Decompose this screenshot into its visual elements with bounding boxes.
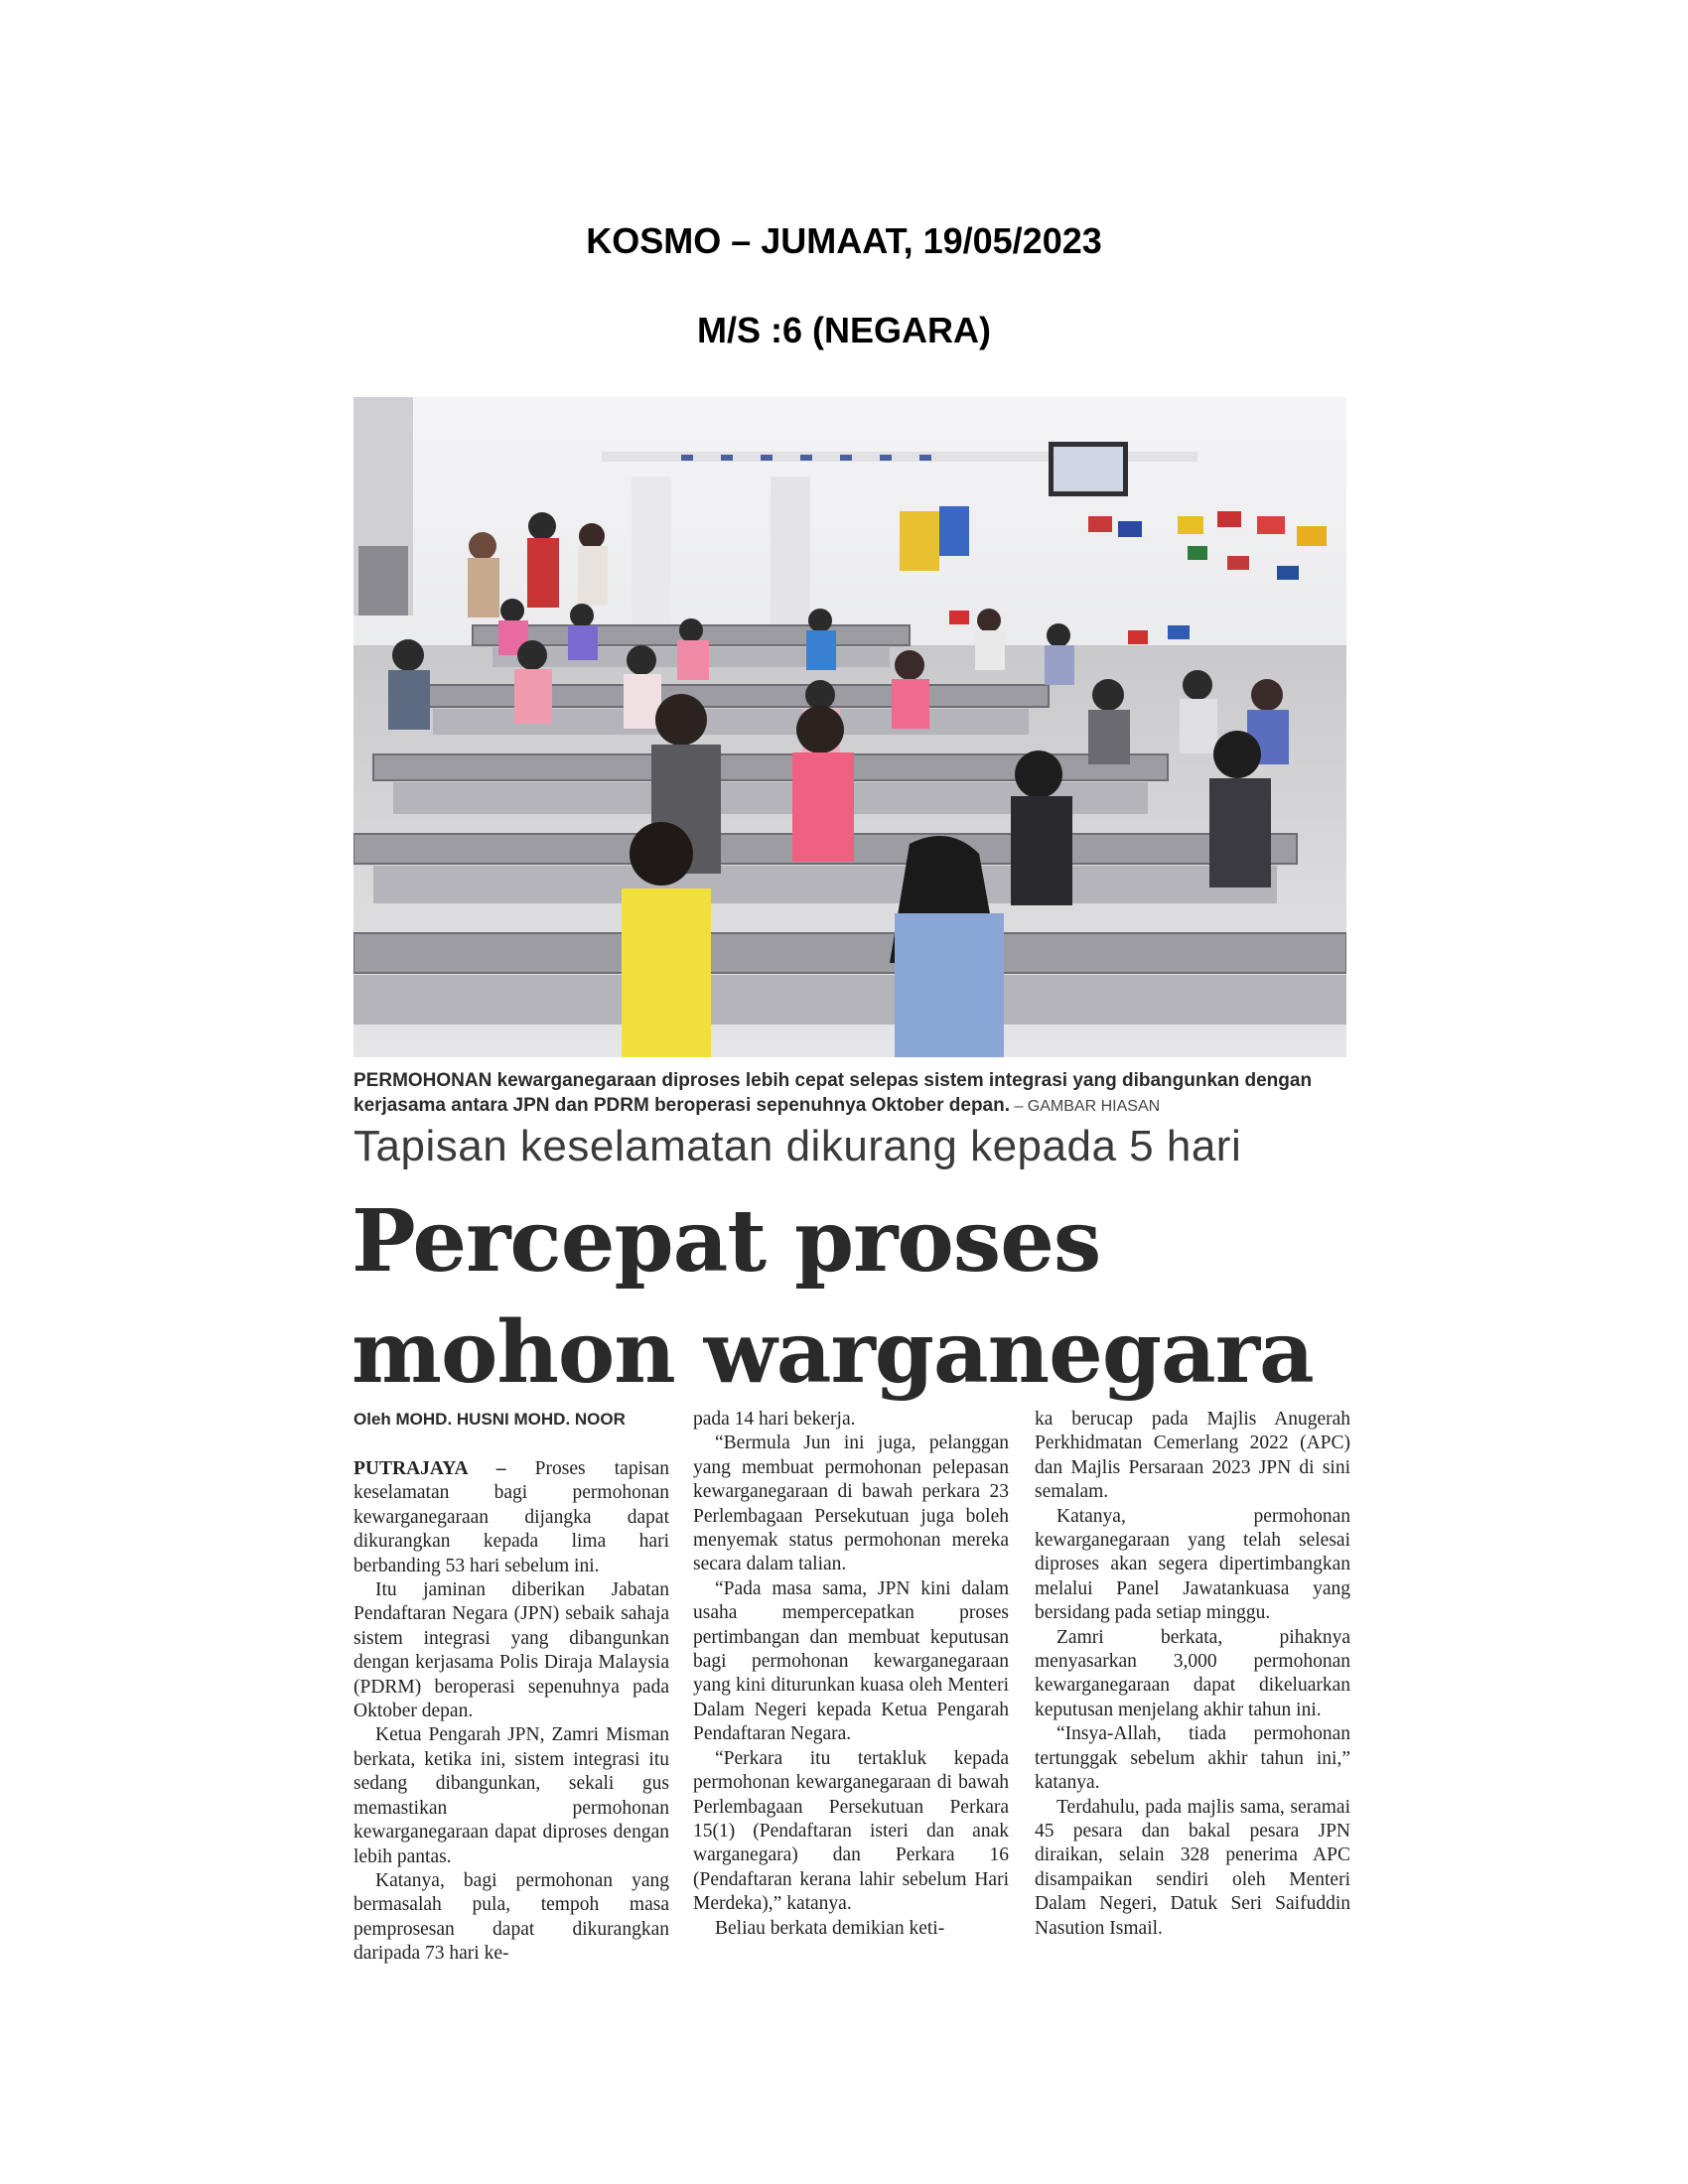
photo-caption — [353, 1068, 1346, 1119]
paragraph-text: Proses tapisan keselamatan bagi permohonan kewarganegaraan dijangka dapat dikurangkan kepada lima hari berbanding 53 hari sebelum ini. — [353, 1458, 669, 1576]
paragraph: Itu jaminan diberikan Jabatan Pendaftaran Negara (JPN) sebaik sahaja sistem integrasi yang dibangunkan dengan kerjasama Polis Diraja Malaysia (PDRM) beroperasi sepenuhnya pada Oktober depan. — [353, 1579, 669, 1722]
waiting-hall-photo — [353, 397, 1346, 1057]
byline: Oleh MOHD. HUSNI MOHD. NOOR — [353, 1410, 626, 1429]
paragraph: Katanya, bagi permohonan yang bermasalah pula, tempoh masa pemprosesan dapat dikurangkan daripada 73 hari ke- — [353, 1869, 669, 1965]
paragraph: “Pada masa sama, JPN kini dalam usaha mempercepatkan proses pertimbangan dan membuat keputusan bagi permohonan kewarganegaraan yang kini diturunkan kuasa oleh Menteri Dalam Negeri kepada Ketua Pengarah Pendaftaran Negara. — [693, 1577, 1009, 1745]
paragraph: “Insya-Allah, tiada permohonan tertunggak sebelum akhir tahun ini,” katanya. — [1035, 1723, 1350, 1794]
paragraph: Beliau berkata demikian keti- — [715, 1917, 945, 1939]
paragraph: pada 14 hari bekerja. — [693, 1409, 856, 1430]
article-headline — [352, 1186, 1354, 1409]
caption-text: PERMOHONAN kewarganegaraan diproses lebih cepat selepas sistem integrasi yang dibangunkan dengan kerjasama antara JPN dan PDRM beroperasi sepenuhnya Oktober depan. — [353, 1070, 1313, 1116]
headline-line-1: Percepat proses — [352, 1191, 1101, 1292]
article-column-3 — [1035, 1408, 1350, 1941]
dateline: PUTRAJAYA – — [353, 1458, 506, 1479]
paragraph: “Perkara itu tertakluk kepada permohonan kewarganegaraan di bawah Perlembagaan Persekutuan Perkara 15(1) (Pendaftaran isteri dan anak warganegara) dan Perkara 16 (Pendaftaran kerana lahir sebelum Hari Merdeka),” katanya. — [693, 1747, 1009, 1915]
newspaper-source-line: KOSMO – JUMAAT, 19/05/2023 — [586, 220, 1102, 261]
headline-line-2: mohon warganegara — [352, 1302, 1314, 1403]
article-column-2 — [693, 1408, 1009, 1941]
paragraph: Zamri berkata, pihaknya menyasarkan 3,000 permohonan kewarganegaraan dapat dikeluarkan keputusan menjelang akhir tahun ini. — [1035, 1626, 1350, 1720]
paragraph: Katanya, permohonan kewarganegaraan yang telah selesai diproses akan segera dipertimbangkan melalui Panel Jawatankuasa yang bersidang pada setiap minggu. — [1035, 1505, 1350, 1624]
paragraph: Terdahulu, pada majlis sama, seramai 45 pesara dan bakal pesara JPN diraikan, selain 328 penerima APC disampaikan sendiri oleh Menteri Dalam Negeri, Datuk Seri Saifuddin Nasution Ismail. — [1035, 1796, 1350, 1939]
article-column-1 — [353, 1457, 669, 1967]
paragraph — [353, 1457, 669, 1578]
paragraph: Ketua Pengarah JPN, Zamri Misman berkata, ketika ini, sistem integrasi itu sedang dibangunkan, sekali gus memastikan permohonan kewarganegaraan dapat diproses dengan lebih pantas. — [353, 1724, 669, 1867]
paragraph: “Bermula Jun ini juga, pelanggan yang membuat permohonan pelepasan kewarganegaraan di bawah perkara 23 Perlembagaan Persekutuan juga boleh menyemak status permohonan mereka secara dalam talian. — [693, 1433, 1009, 1575]
photo-credit: – GAMBAR HIASAN — [1010, 1098, 1161, 1115]
paragraph: ka berucap pada Majlis Anugerah Perkhidmatan Cemerlang 2022 (APC) dan Majlis Persaraan 2023 JPN di sini semalam. — [1035, 1409, 1350, 1503]
article-subheadline: Tapisan keselamatan dikurang kepada 5 hari — [353, 1122, 1242, 1170]
page-section-line: M/S :6 (NEGARA) — [697, 310, 991, 350]
